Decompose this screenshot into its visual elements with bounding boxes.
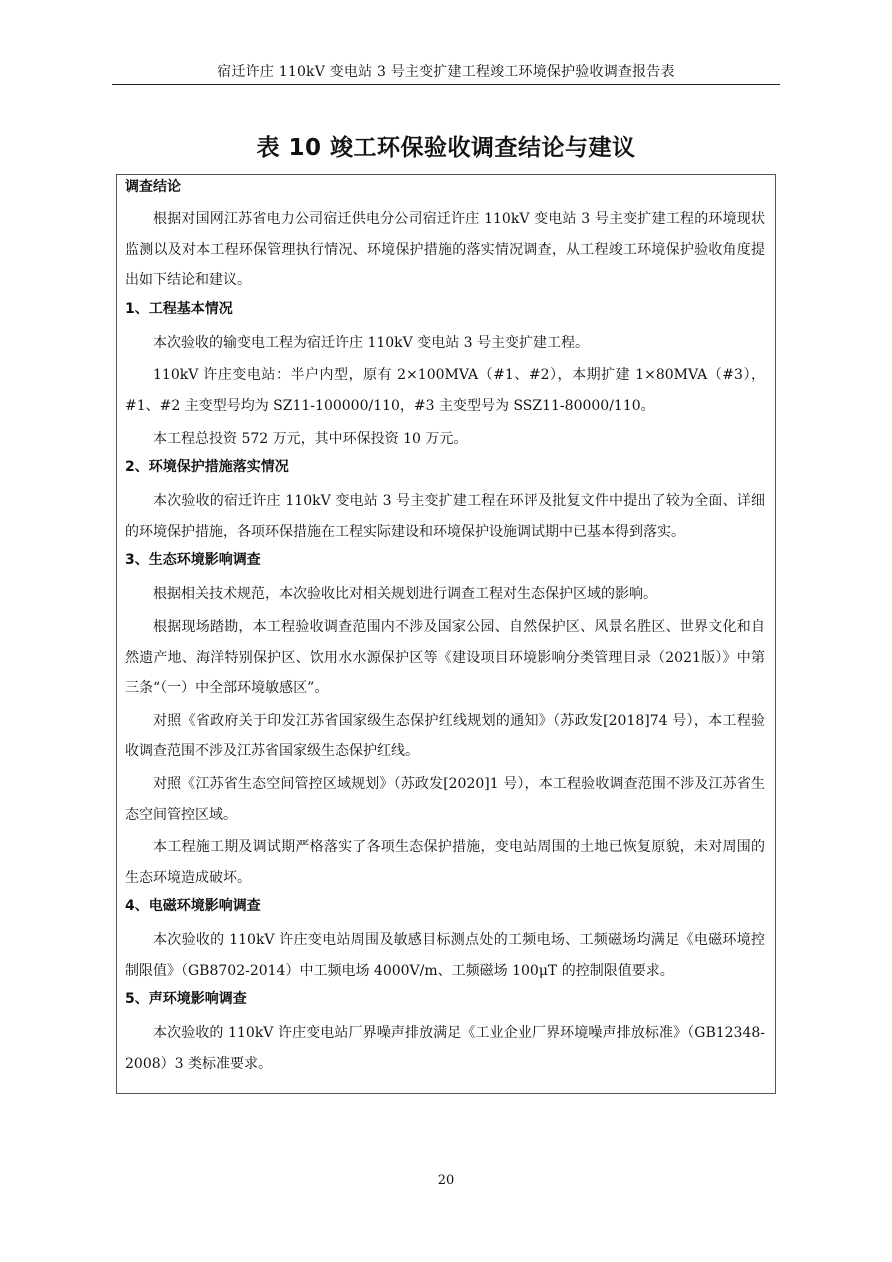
page-number: 20 [437,1173,455,1188]
section-electromagnetic [125,896,765,986]
section-protection-measures [125,457,765,547]
box-heading: 调查结论 [125,179,181,195]
section-paragraph: 根据相关技术规范，本次验收比对相关规划进行调查工程对生态保护区域的影响。 [153,586,657,603]
running-header: 宿迁许庄 110kV 变电站 3 号主变扩建工程竣工环境保护验收调查报告表 [217,64,675,80]
section-heading: 5、声环境影响调查 [125,991,247,1008]
table-title: 表 10 竣工环保验收调查结论与建议 [256,135,636,161]
section-paragraph: 本次验收的 110kV 许庄变电站周围及敏感目标测点处的工频电场、工频磁场均满足《电磁环境控制限值》（GB8702-2014）中工频电场 4000V/m、工频磁场 100μT 的控制限值要求。 [125,932,765,979]
section-paragraph: 本次验收的宿迁许庄 110kV 变电站 3 号主变扩建工程在环评及批复文件中提出了较为全面、详细的环境保护措施，各项环保措施在工程实际建设和环境保护设施调试期中已基本得到落实。 [125,493,765,540]
header-rule [112,84,780,85]
section-paragraph: 根据现场踏勘，本工程验收调查范围内不涉及国家公园、自然保护区、风景名胜区、世界文化和自然遗产地、海洋特别保护区、饮用水水源保护区等《建设项目环境影响分类管理目录（2021版）》中第三条“（一）中全部环境敏感区”。 [125,618,765,697]
section-paragraph: 本次验收的输变电工程为宿迁许庄 110kV 变电站 3 号主变扩建工程。 [153,334,590,351]
section-paragraph: 对照《省政府关于印发江苏省国家级生态保护红线规划的通知》（苏政发[2018]74 号），本工程验收调查范围不涉及江苏省国家级生态保护红线。 [125,712,765,760]
section-basic-info [125,299,765,454]
section-heading: 3、生态环境影响调查 [125,552,261,569]
conclusion-box [116,174,776,1094]
section-heading: 4、电磁环境影响调查 [125,898,261,915]
section-ecology [125,550,765,893]
intro-paragraph: 根据对国网江苏省电力公司宿迁供电分公司宿迁许庄 110kV 变电站 3 号主变扩建工程的环境现状监测以及对本工程环保管理执行情况、环境保护措施的落实情况调查，从工程竣工环境保护验收角度提出如下结论和建议。 [125,211,765,289]
section-paragraph: 110kV 许庄变电站：半户内型，原有 2×100MVA（#1、#2），本期扩建 1×80MVA（#3），#1、#2 主变型号均为 SZ11-100000/110，#3 主变型号为 SSZ11-80000/110。 [125,367,765,414]
section-acoustic [125,989,765,1079]
section-paragraph: 本工程总投资 572 万元，其中环保投资 10 万元。 [153,430,468,447]
section-paragraph: 本工程施工期及调试期严格落实了各项生态保护措施，变电站周围的土地已恢复原貌，未对周围的生态环境造成破坏。 [125,839,765,886]
section-paragraph: 对照《江苏省生态空间管控区域规划》（苏政发[2020]1 号），本工程验收调查范围不涉及江苏省生态空间管控区域。 [125,775,765,823]
section-heading: 1、工程基本情况 [125,300,233,317]
section-heading: 2、环境保护措施落实情况 [125,459,289,476]
section-paragraph: 本次验收的 110kV 许庄变电站厂界噪声排放满足《工业企业厂界环境噪声排放标准》（GB12348-2008）3 类标准要求。 [125,1025,765,1073]
